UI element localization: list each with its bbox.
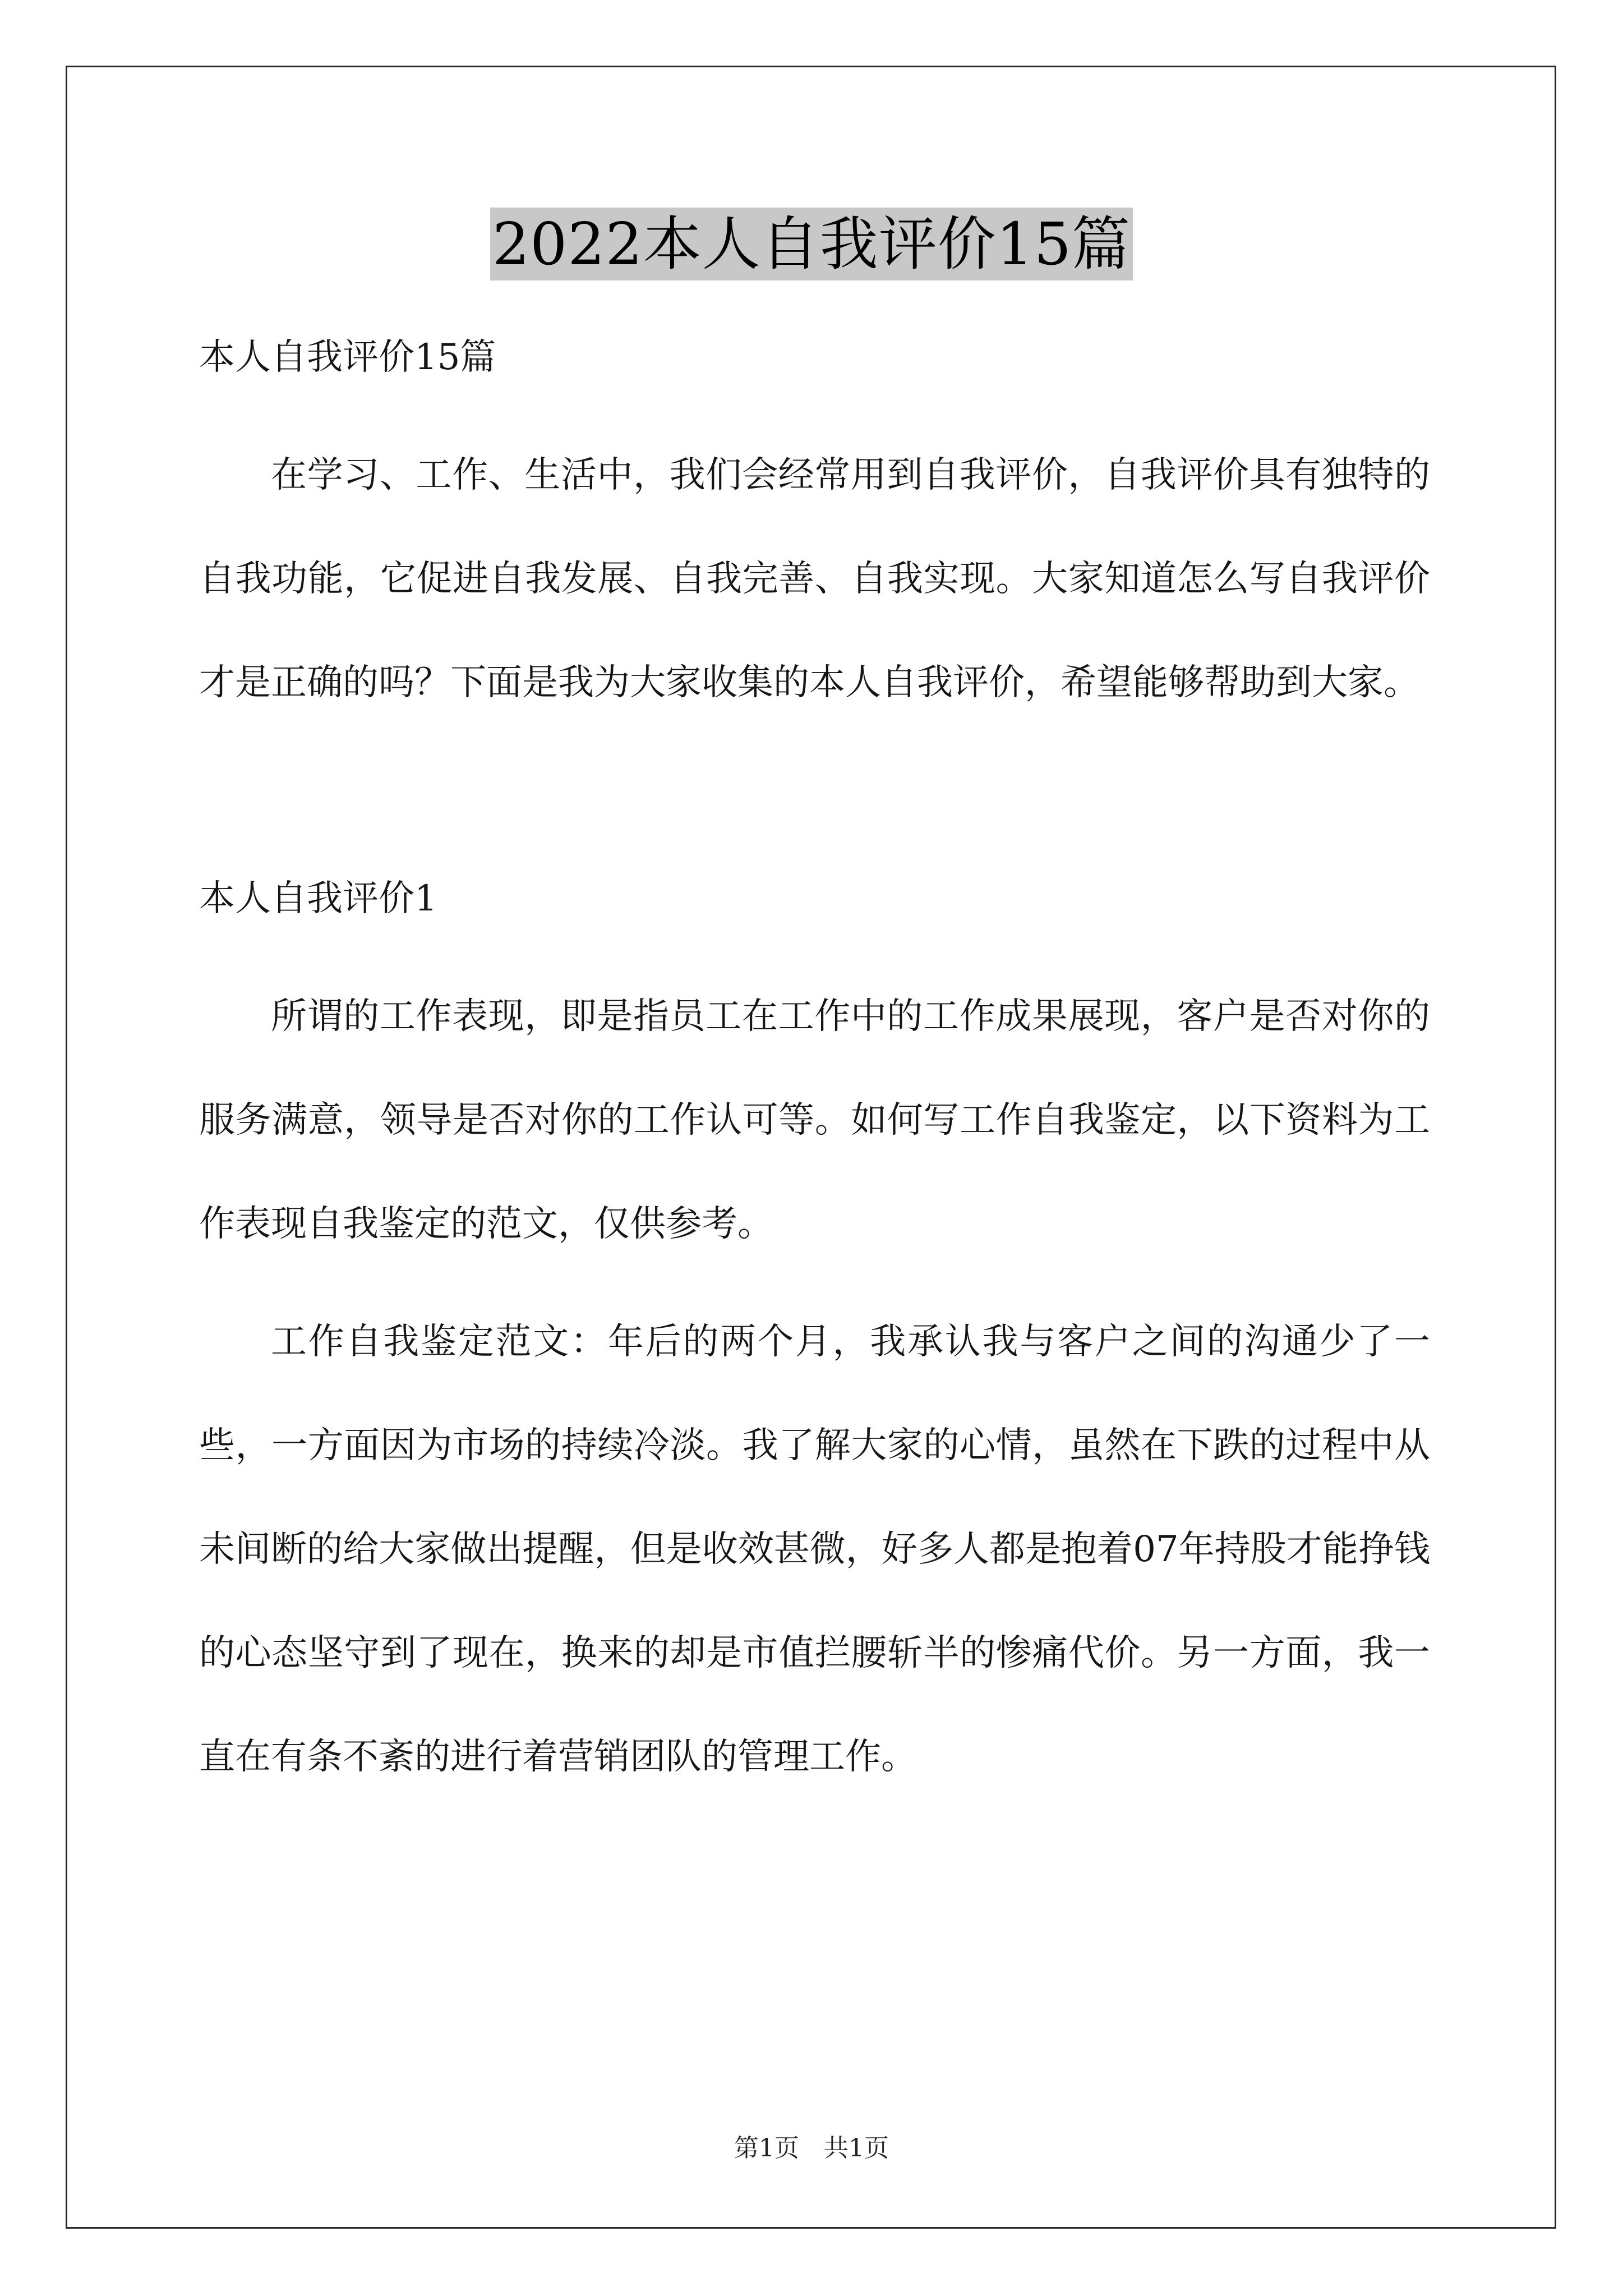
document-body xyxy=(199,306,1430,1809)
subtitle: 本人自我评价15篇 xyxy=(199,337,496,378)
title-container xyxy=(0,208,1623,280)
spacer xyxy=(199,735,1430,847)
spacer xyxy=(199,1276,1430,1290)
page-number: 第1页 共1页 xyxy=(734,2134,889,2162)
section-paragraph: 工作自我鉴定范文：年后的两个月，我承认我与客户之间的沟通少了一些，一方面因为市场的持续冷淡。我了解大家的心情，虽然在下跌的过程中从未间断的给大家做出提醒，但是收效甚微，好多人都是抱着07年持股才能挣钱的心态坚守到了现在，换来的却是市值拦腰斩半的惨痛代价。另一方面，我一直在有条不紊的进行着营销团队的管理工作。 xyxy=(199,1321,1430,1778)
spacer xyxy=(199,409,1430,424)
intro-paragraph: 在学习、工作、生活中，我们会经常用到自我评价，自我评价具有独特的自我功能，它促进自我发展、自我完善、自我实现。大家知道怎么写自我评价才是正确的吗？下面是我为大家收集的本人自我评价，希望能够帮助到大家。 xyxy=(199,454,1430,703)
page-footer xyxy=(0,2132,1623,2165)
document-title: 2022本人自我评价15篇 xyxy=(490,208,1133,280)
section-heading: 本人自我评价1 xyxy=(199,878,437,919)
spacer xyxy=(199,951,1430,965)
section-paragraph: 所谓的工作表现，即是指员工在工作中的工作成果展现，客户是否对你的服务满意，领导是否对你的工作认可等。如何写工作自我鉴定，以下资料为工作表现自我鉴定的范文，仅供参考。 xyxy=(199,996,1430,1245)
